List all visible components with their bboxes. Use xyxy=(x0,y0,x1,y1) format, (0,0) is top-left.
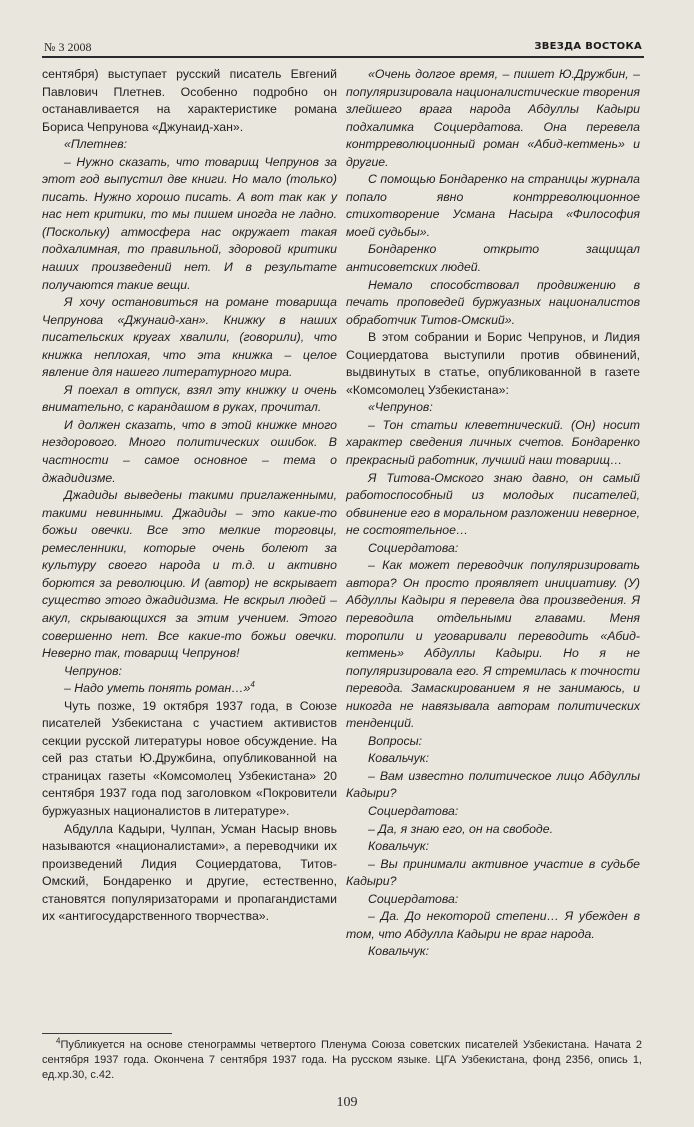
footnote-rule xyxy=(42,1033,172,1034)
paragraph-text: Ковальчук: xyxy=(368,751,429,766)
paragraph-text: «Чепрунов: xyxy=(368,400,433,415)
paragraph xyxy=(346,171,640,241)
paragraph-text: Чепрунов: xyxy=(64,663,122,678)
paragraph-text: сентября) выступает русский писатель Евгений Павлович Плетнев. Особенно подробно он останавливается на характеристике романа Бориса Чепрунова «Джунаид-хан». xyxy=(42,67,337,134)
paragraph-text: Социердатова: xyxy=(368,540,459,555)
left-column xyxy=(42,66,337,926)
paragraph-text: – Да, я знаю его, он на свободе. xyxy=(368,821,553,836)
paragraph xyxy=(346,838,640,856)
paragraph xyxy=(42,487,337,662)
paragraph xyxy=(42,382,337,417)
paragraph-text: Абдулла Кадыри, Чулпан, Усман Насыр вновь называются «националистами», а переводчики их произведений Лидия Социердатова, Титов-Омский, Бондаренко и другие, естественно, становятся популяризаторами и пропагандистами их «антигосударственного творчества». xyxy=(42,821,337,924)
paragraph xyxy=(346,891,640,909)
footnote-reference: 4 xyxy=(250,680,255,690)
paragraph xyxy=(346,768,640,803)
paragraph xyxy=(42,294,337,382)
paragraph xyxy=(42,136,337,154)
paragraph-text: «Плетнев: xyxy=(64,137,128,152)
paragraph-text: «Очень долгое время, – пишет Ю.Дружбин, – популяризировала националистические творения злейшего врага народа Абдуллы Кадыри подхалимка Социердатова. Она перевела контрреволюционный роман «Абид-кетмень» и другие. xyxy=(346,67,640,169)
paragraph xyxy=(346,241,640,276)
paragraph-text: Ковальчук: xyxy=(368,944,429,959)
paragraph xyxy=(346,417,640,470)
paragraph xyxy=(346,821,640,839)
paragraph-text: И должен сказать, что в этой книжке много нездорового. Много политических ошибок. В частности – самое основное – тема о джадидизме. xyxy=(42,417,337,485)
paragraph-text: Ковальчук: xyxy=(368,839,429,854)
paragraph-text: Я хочу остановиться на романе товарища Чепрунова «Джунаид-хан». Книжку в наших писательских кругах хвалили, (говорили), что книжка неплохая, что эта книжка – целое явление для нашего литературного мира. xyxy=(42,295,337,380)
paragraph-text: – Нужно сказать, что товарищ Чепрунов за этот год выпустил две книги. Но мало (только) писать. Нужно хорошо писать. А вот так как у нас нет критики, то мы пишем иногда не ладно. (Поскольку) атмосфера нас окружает такая подхалимная, то правильной, здоровой критики наших произведений нет. И в результате получаются такие вещи. xyxy=(42,154,337,292)
paragraph-text: – Как может переводчик популяризировать автора? Он просто проявляет инициативу. (У) Абдуллы Кадыри я перевела два произведения. Я переводила отдельными главами. Меня торопили и уговаривали переводить «Абид-кетмень» Абдуллы Кадыри. Но я не популяризировала его. Я стремилась к точности перевода. Замаскированием я не занимаюсь, и никогда не навязывала авторам политических тенденций. xyxy=(346,558,640,731)
paragraph-text: С помощью Бондаренко на страницы журнала попало явно контрреволюционное стихотворение Усмана Насыра «Философия моей судьбы». xyxy=(346,172,640,239)
page-number: 109 xyxy=(336,1095,358,1110)
footnote-body: Публикуется на основе стенограммы четвертого Пленума Союза советских писателей Узбекистана. Начата 2 сентября 1937 года. Окончена 7 сентября 1937 года. На русском языке. ЦГА Узбекистана, фонд 2356, опись 1, ед.хр.30, с.42. xyxy=(42,1039,642,1081)
paragraph-text: Я поехал в отпуск, взял эту книжку и очень внимательно, с карандашом в руках, прочитал. xyxy=(42,382,337,415)
paragraph xyxy=(346,803,640,821)
paragraph-text: Чуть позже, 19 октября 1937 года, в Союзе писателей Узбекистана с участием активистов секции русской литературы новое обсуждение. На сей раз статьи Ю.Дружбина, опубликованной на страницах газеты «Комсомолец Узбекистана» 20 сентября 1937 года под заголовком «Покровители буржуазных националистов в литературе». xyxy=(42,698,337,818)
footnote-mark: 4 xyxy=(56,1036,61,1046)
paragraph-text: Социердатова: xyxy=(368,891,459,906)
paragraph xyxy=(42,417,337,487)
paragraph-text: Вопросы: xyxy=(368,733,423,748)
paragraph-text: Социердатова: xyxy=(368,803,459,818)
paragraph xyxy=(346,733,640,751)
paragraph-text: Джадиды выведены такими приглаженными, такими невинными. Джадиды – это какие-то божьи овечки. Все это мелкие торговцы, ремесленники, которые очень болеют за культуру своего народа и т.д. и активно борются за революцию. И (автор) не вскрывает существо этого джадидизма. Не вскрыл людей – акул, скрывающихся за этим учением. Этого совершенно нет. Все какие-то божьи овечки. Неверно так, товарищ Чепрунов! xyxy=(42,488,337,661)
paragraph xyxy=(346,399,640,417)
paragraph xyxy=(42,154,337,294)
paragraph xyxy=(42,663,337,681)
paragraph-text: Бондаренко открыто защищал антисоветских людей. xyxy=(346,242,640,275)
paragraph xyxy=(42,698,337,821)
paragraph xyxy=(42,821,337,926)
paragraph xyxy=(42,680,337,698)
issue-number: № 3 2008 xyxy=(44,40,92,54)
paragraph xyxy=(346,540,640,558)
paragraph xyxy=(346,329,640,399)
header-rule xyxy=(42,56,644,58)
paragraph-text: – Да. До некоторой степени… Я убежден в том, что Абдулла Кадыри не враг народа. xyxy=(346,909,640,941)
right-column xyxy=(346,66,640,961)
paragraph-text: – Тон статьи клеветнический. (Он) носит характер сведения личных счетов. Бондаренко прекрасный работник, лучший наш товарищ… xyxy=(346,417,640,468)
paragraph xyxy=(346,943,640,961)
paragraph xyxy=(346,66,640,171)
paragraph-text: Я Титова-Омского знаю давно, он самый работоспособный из молодых писателей, обвинение его в моральном разложении неверное, не состоятельное… xyxy=(346,470,640,538)
paragraph xyxy=(346,557,640,732)
paragraph-text: В этом собрании и Борис Чепрунов, и Лидия Социердатова выступили против обвинений, выдвинутых в статье, опубликованной в газете «Комсомолец Узбекистана»: xyxy=(346,330,640,397)
paragraph-text: Немало способствовал продвижению в печать проповедей буржуазных националистов обработчик Титов-Омский». xyxy=(346,277,640,327)
paragraph xyxy=(346,277,640,330)
paragraph xyxy=(42,66,337,136)
footnote xyxy=(42,1038,642,1083)
paragraph-text: – Надо уметь понять роман…» xyxy=(64,681,251,696)
paragraph xyxy=(346,908,640,943)
journal-title: ЗВЕЗДА ВОСТОКА xyxy=(534,41,642,52)
paragraph xyxy=(346,750,640,768)
paragraph xyxy=(346,470,640,540)
paragraph-text: – Вы принимали активное участие в судьбе Кадыри? xyxy=(346,856,640,889)
footnote-text xyxy=(42,1038,642,1083)
paragraph-text: – Вам известно политическое лицо Абдуллы Кадыри? xyxy=(346,768,640,801)
paragraph xyxy=(346,856,640,891)
